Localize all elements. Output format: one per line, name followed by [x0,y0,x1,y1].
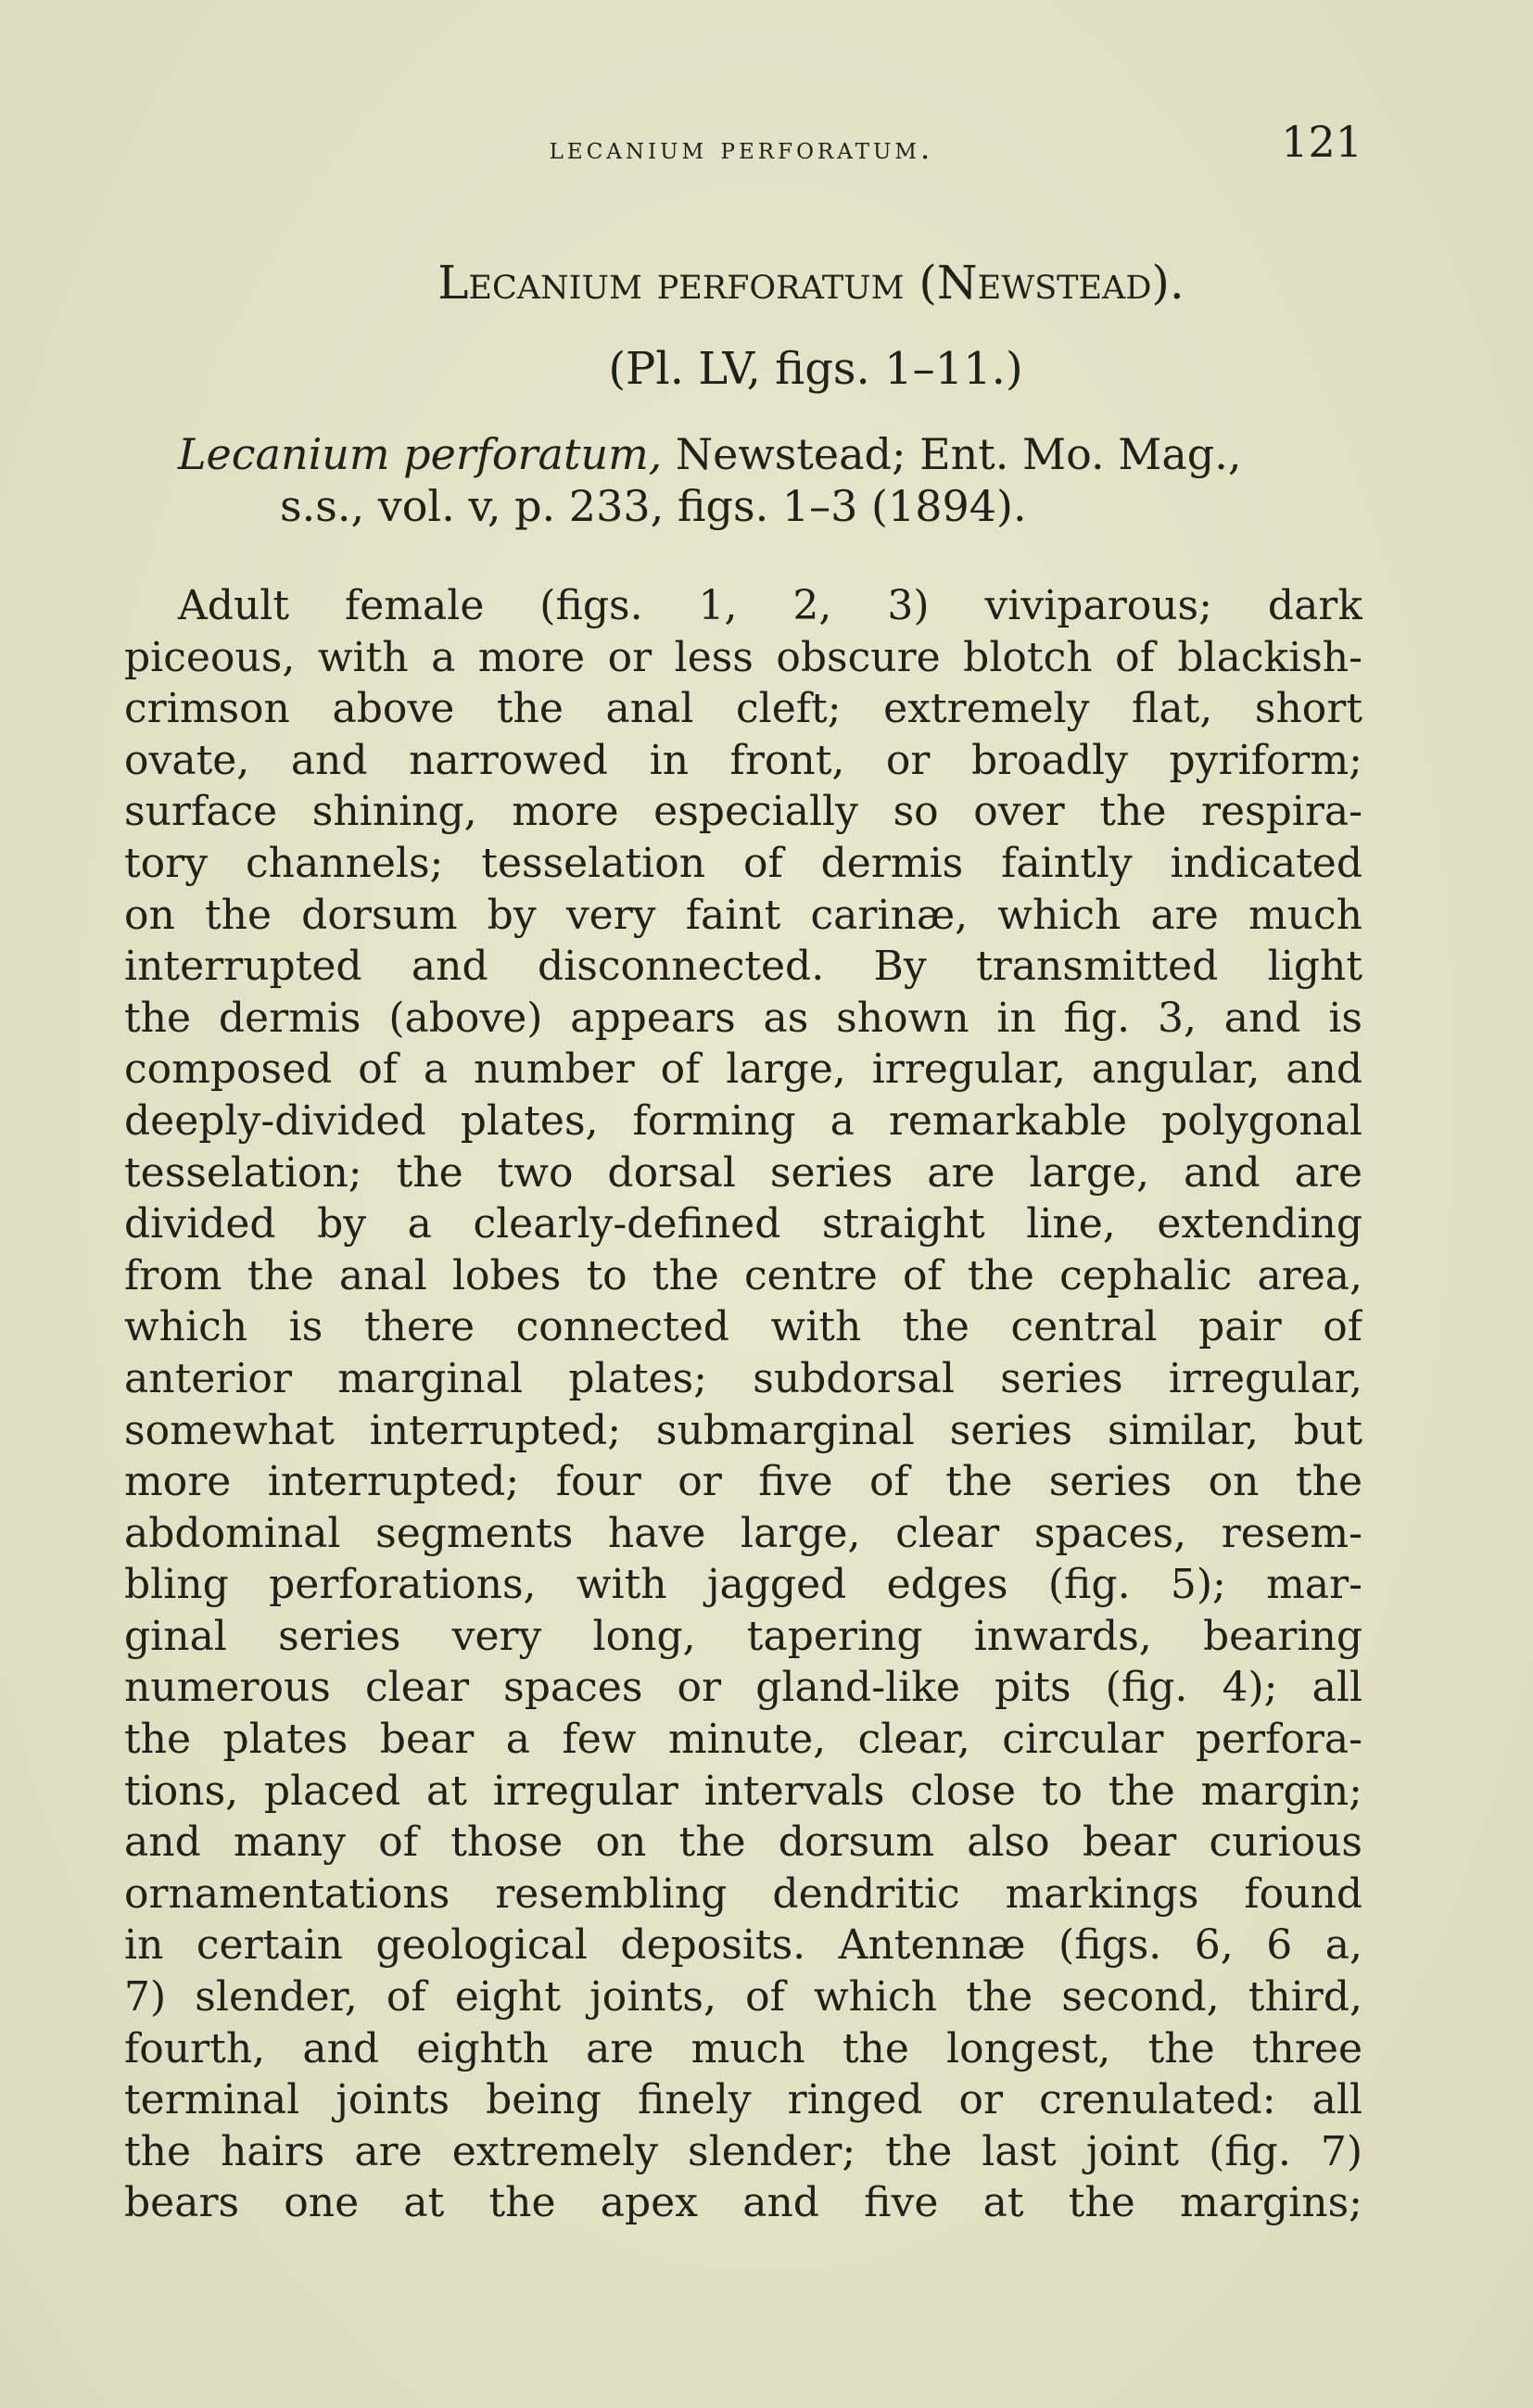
running-head [120,117,1362,172]
text-line: interrupted and disconnected. By transmitted light [124,943,1362,991]
citation-line-2: s.s., vol. v, p. 233, figs. 1–3 (1894). [280,481,1027,531]
running-title: lecanium perforatum. [549,130,934,166]
text-line: terminal joints being finely ringed or crenulated: all [124,2076,1362,2124]
text-line: crimson above the anal cleft; extremely flat, short [124,685,1362,733]
text-line: the dermis (above) appears as shown in fig. 3, and is [124,994,1362,1042]
plate-reference: (Pl. LV, figs. 1–11.) [608,343,1023,395]
text-line: divided by a clearly-defined straight line, extending [124,1200,1362,1248]
text-line: ginal series very long, tapering inwards, bearing [124,1612,1362,1660]
text-line: more interrupted; four or five of the series on the [124,1458,1362,1506]
species-heading: Lecanium perforatum (Newstead). [437,256,1185,310]
citation-line-1 [178,428,1364,480]
text-line: ornamentations resembling dendritic markings found [124,1869,1362,1918]
text-line: tesselation; the two dorsal series are large, and are [124,1148,1362,1197]
text-line: ovate, and narrowed in front, or broadly pyriform; [124,736,1362,784]
text-line: surface shining, more especially so over the respira- [124,788,1362,836]
text-line: the plates bear a few minute, clear, circular perfora- [124,1716,1362,1764]
text-line: composed of a number of large, irregular, angular, and [124,1046,1362,1094]
citation-species-name: Lecanium perforatum, [178,429,663,479]
text-line: and many of those on the dorsum also bear curious [124,1819,1362,1867]
text-line: piceous, with a more or less obscure blotch of blackish- [124,633,1362,681]
text-line: 7) slender, of eight joints, of which the second, third, [124,1973,1362,2021]
description-paragraph [124,580,1362,2229]
text-line: deeply-divided plates, forming a remarkable polygonal [124,1096,1362,1145]
text-line: in certain geological deposits. Antennæ (figs. 6, 6 a, [124,1921,1362,1970]
text-line: anterior marginal plates; subdorsal series irregular, [124,1354,1362,1402]
text-line: fourth, and eighth are much the longest, the three [124,2024,1362,2072]
text-line: tory channels; tesselation of dermis faintly indicated [124,839,1362,887]
text-line: which is there connected with the central pair of [124,1303,1362,1351]
page-number: 121 [1281,117,1362,167]
text-line: bling perforations, with jagged edges (fig. 5); mar- [124,1561,1362,1609]
text-line: numerous clear spaces or gland-like pits (fig. 4); all [124,1664,1362,1712]
text-line: the hairs are extremely slender; the last joint (fig. 7) [124,2127,1362,2175]
citation-source: Newstead; Ent. Mo. Mag., [662,429,1242,479]
text-line: Adult female (figs. 1, 2, 3) viviparous; dark [178,582,1362,629]
text-line: from the anal lobes to the centre of the cephalic area, [124,1251,1362,1299]
text-line: on the dorsum by very faint carinæ, which are much [124,891,1362,939]
text-line: somewhat interrupted; submarginal series similar, but [124,1406,1362,1454]
text-line: tions, placed at irregular intervals close to the margin; [124,1767,1362,1815]
text-line: abdominal segments have large, clear spaces, resem- [124,1509,1362,1557]
text-line: bears one at the apex and five at the margins; [124,2179,1362,2227]
citation [178,428,1364,532]
